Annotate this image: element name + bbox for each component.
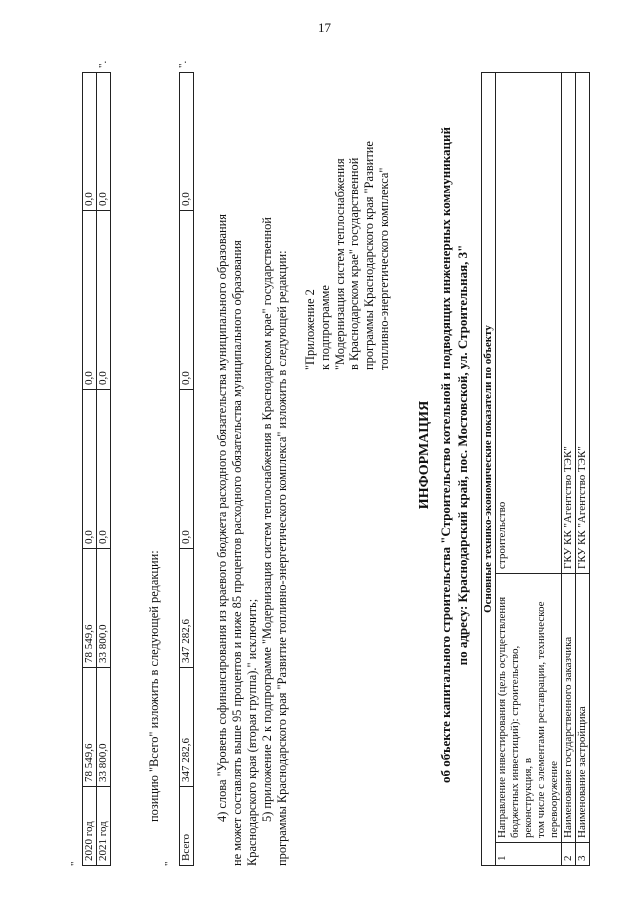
row-label: Наименование застройщика xyxy=(576,574,590,843)
value-cell: 33 800,0 xyxy=(97,668,111,787)
paragraph-5 xyxy=(260,46,290,866)
appendix-caption xyxy=(303,141,392,370)
row-label: Наименование государственного заказчика xyxy=(562,574,576,843)
row-label-line: том числе с элементами реставрации, техническое xyxy=(535,601,547,838)
value-cell: 0,0 xyxy=(97,211,111,390)
object-indicators-table xyxy=(481,72,590,866)
table-row xyxy=(496,73,562,866)
year-label: 2020 год xyxy=(83,787,97,866)
value-cell: 0,0 xyxy=(97,73,111,211)
table-row xyxy=(562,73,576,866)
info-title: ИНФОРМАЦИЯ xyxy=(417,400,432,510)
value-cell: 347 282,6 xyxy=(180,668,194,787)
appendix-line: программы Краснодарского края "Развитие xyxy=(362,141,377,370)
value-cell: 347 282,6 xyxy=(180,549,194,668)
value-cell: 0,0 xyxy=(180,73,194,211)
total-label: Всего xyxy=(180,787,194,866)
row-number: 1 xyxy=(496,843,562,866)
value-cell: 0,0 xyxy=(180,390,194,549)
table-row xyxy=(97,73,111,866)
value-cell: 0,0 xyxy=(83,73,97,211)
years-table xyxy=(82,72,111,866)
paragraph-line: 5) приложение 2 к подпрограмме "Модернизация систем теплоснабжения в Краснодарском крае" государственной xyxy=(260,217,274,822)
paragraph-4 xyxy=(215,46,259,866)
appendix-line: топливно-энергетического комплекса" xyxy=(376,167,391,370)
row-number: 2 xyxy=(562,843,576,866)
value-cell: 0,0 xyxy=(180,211,194,390)
paragraph-line: 4) слова "Уровень софинансирования из краевого бюджета расходного обязательства муниципального образования xyxy=(215,214,229,822)
paragraph-line: Краснодарского края (вторая группа)." исключить; xyxy=(244,598,259,866)
year-label: 2021 год xyxy=(97,787,111,866)
paragraph-line: не может составлять выше 95 процентов и ниже 85 процентов расходного обязательства муниципального образования xyxy=(229,240,244,866)
total-intro-text: позицию "Всего" изложить в следующей редакции: xyxy=(147,550,161,822)
info-line: по адресу: Краснодарский край, пос. Мостовской, ул. Строительная, 3" xyxy=(455,244,470,666)
row-label-line: бюджетных инвестиций): строительство, реконструкция, в xyxy=(509,645,534,838)
table-row xyxy=(83,73,97,866)
top-table-close-mark: ". xyxy=(97,60,109,68)
row-label-line: перевооружение xyxy=(548,761,560,838)
row-value: ГКУ КК "Агентство ТЭК" xyxy=(562,73,576,574)
row-label xyxy=(496,574,562,843)
total-table-open-quote: " xyxy=(163,861,175,866)
table-header-row xyxy=(482,73,496,866)
value-cell: 0,0 xyxy=(83,390,97,549)
value-cell: 33 800,0 xyxy=(97,549,111,668)
table-row xyxy=(180,73,194,866)
paragraph-line: программы Краснодарского края "Развитие топливно-энергетического комплекса" изложить в следующей редакции: xyxy=(274,250,289,866)
appendix-line: "Приложение 2 xyxy=(303,289,317,370)
info-line: об объекте капитального строительства "Строительство котельной и подводящих инженерных коммуникаций xyxy=(438,127,453,783)
top-table-open-quote: " xyxy=(69,861,81,866)
row-number: 3 xyxy=(576,843,590,866)
page-number: 17 xyxy=(318,20,331,35)
rotated-page-content xyxy=(35,40,595,870)
row-value: ГКУ КК "Агентство ТЭК" xyxy=(576,73,590,574)
appendix-line: в Краснодарском крае" государственной xyxy=(347,157,362,370)
value-cell: 0,0 xyxy=(97,390,111,549)
total-table xyxy=(179,72,194,866)
appendix-line: "Модернизация систем теплоснабжения xyxy=(332,158,347,370)
value-cell: 78 549,6 xyxy=(83,549,97,668)
value-cell: 78 549,6 xyxy=(83,668,97,787)
row-value: строительство xyxy=(496,73,562,574)
table-header: Основные технико-экономические показатели по объекту xyxy=(482,73,496,866)
appendix-line: к подпрограмме xyxy=(317,285,332,370)
info-subtitle xyxy=(437,40,471,870)
row-label-line: Направление инвестирования (цель осуществления xyxy=(496,596,508,838)
total-table-close-mark: ". xyxy=(177,60,189,68)
table-row xyxy=(576,73,590,866)
value-cell: 0,0 xyxy=(83,211,97,390)
